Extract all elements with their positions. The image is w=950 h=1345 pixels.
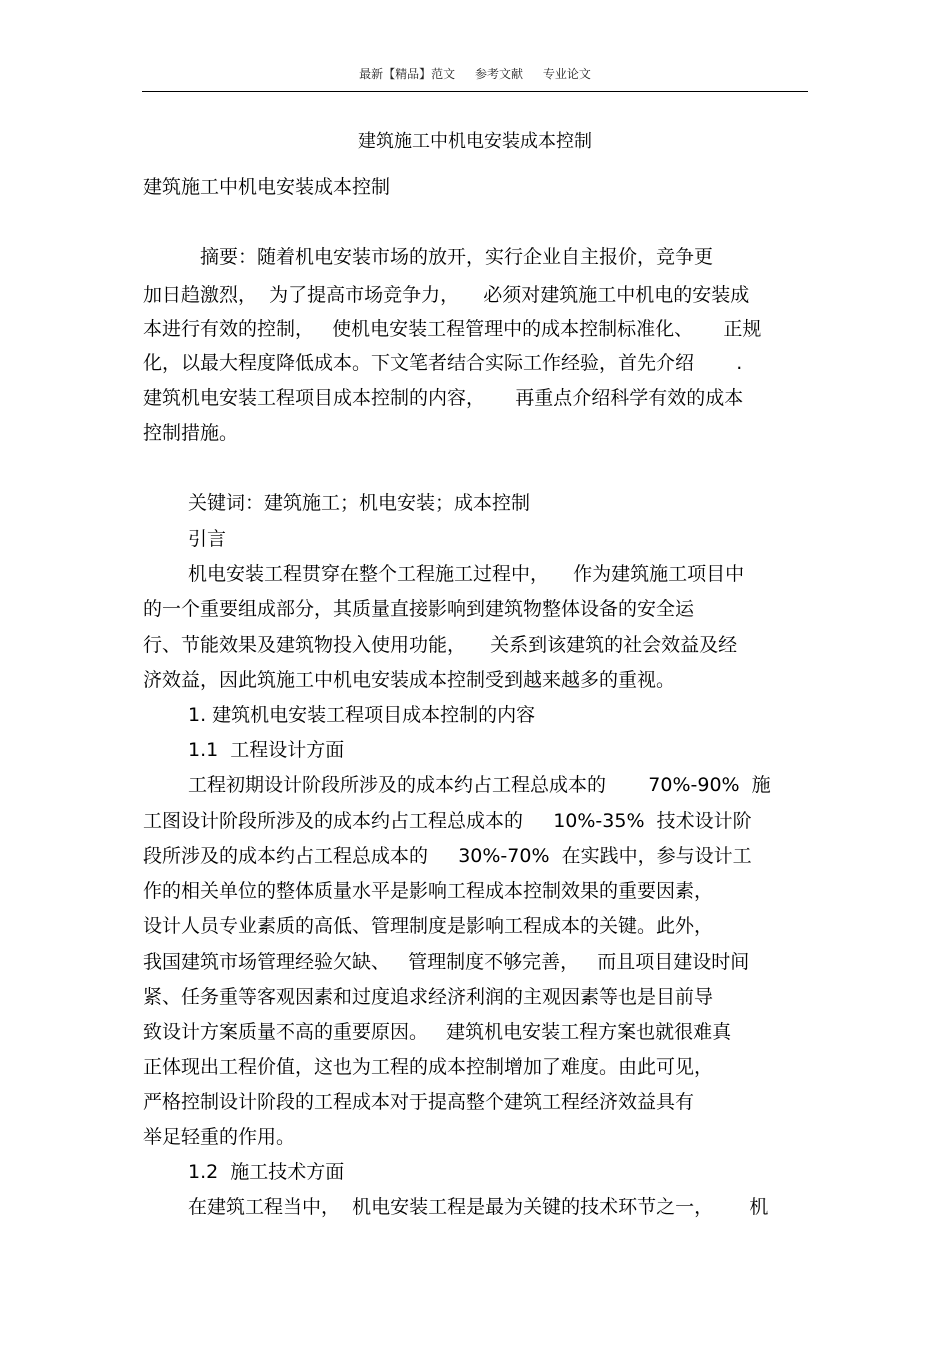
- text-line-design-2: 工图设计阶段所涉及的成本约占工程总成本的 10%-35% 技术设计阶: [143, 810, 752, 832]
- text-line-abstract-1: 摘要：随着机电安装市场的放开，实行企业自主报价，竞争更: [200, 246, 714, 268]
- text-line-intro-2: 的一个重要组成部分，其质量直接影响到建筑物整体设备的安全运: [143, 598, 695, 620]
- text-line-design-4: 作的相关单位的整体质量水平是影响工程成本控制效果的重要因素，: [143, 880, 714, 902]
- text-line-abstract-5: 建筑机电安装工程项目成本控制的内容， 再重点介绍科学有效的成本: [143, 387, 744, 409]
- header-label-fanwen: 最新【精品】范文: [359, 67, 456, 81]
- header-label-references: 参考文献: [474, 67, 523, 81]
- text-line-design-3: 段所涉及的成本约占工程总成本的 30%-70% 在实践中，参与设计工: [143, 845, 752, 867]
- text-line-design-7: 紧、任务重等客观因素和过度追求经济利润的主观因素等也是目前导: [143, 986, 714, 1008]
- text-line-intro-1: 机电安装工程贯穿在整个工程施工过程中， 作为建筑施工项目中: [188, 563, 745, 585]
- header-divider: [142, 91, 808, 92]
- text-line-abstract-3: 本进行有效的控制， 使机电安装工程管理中的成本控制标准化、 正规: [143, 318, 762, 340]
- text-line-design-8: 致设计方案质量不高的重要原因。 建筑机电安装工程方案也就很难真: [143, 1021, 732, 1043]
- text-line-abstract-4: 化，以最大程度降低成本。下文笔者结合实际工作经验，首先介绍 .: [143, 352, 743, 374]
- document-title: 建筑施工中机电安装成本控制: [358, 131, 592, 152]
- text-line-section-1: 1. 建筑机电安装工程项目成本控制的内容: [188, 704, 536, 726]
- text-line-section-1-1: 1.1 工程设计方面: [188, 739, 345, 761]
- text-line-intro-3: 行、节能效果及建筑物投入使用功能， 关系到该建筑的社会效益及经: [143, 634, 738, 656]
- header-label-papers: 专业论文: [542, 67, 591, 81]
- text-line-design-10: 严格控制设计阶段的工程成本对于提高整个建筑工程经济效益具有: [143, 1091, 695, 1113]
- page-header: [0, 66, 950, 82]
- text-line-keywords: 关键词：建筑施工；机电安装；成本控制: [188, 492, 531, 514]
- text-line-design-9: 正体现出工程价值，这也为工程的成本控制增加了难度。由此可见，: [143, 1056, 714, 1078]
- text-line-construction-1: 在建筑工程当中， 机电安装工程是最为关键的技术环节之一， 机: [188, 1196, 769, 1218]
- text-line-intro-heading: 引言: [188, 528, 227, 550]
- text-line-abstract-6: 控制措施。: [143, 422, 239, 444]
- text-line-section-1-2: 1.2 施工技术方面: [188, 1161, 345, 1183]
- text-line-design-6: 我国建筑市场管理经验欠缺、 管理制度不够完善， 而且项目建设时间: [143, 951, 750, 973]
- text-line-design-5: 设计人员专业素质的高低、管理制度是影响工程成本的关键。此外，: [143, 915, 714, 937]
- text-line-design-11: 举足轻重的作用。: [143, 1126, 296, 1148]
- text-line-intro-4: 济效益，因此筑施工中机电安装成本控制受到越来越多的重视。: [143, 669, 676, 691]
- text-line-design-1: 工程初期设计阶段所涉及的成本约占工程总成本的 70%-90% 施: [188, 774, 771, 796]
- text-line-abstract-2: 加日趋激烈， 为了提高市场竞争力， 必须对建筑施工中机电的安装成: [143, 284, 750, 306]
- text-line-subtitle: 建筑施工中机电安装成本控制: [143, 176, 391, 198]
